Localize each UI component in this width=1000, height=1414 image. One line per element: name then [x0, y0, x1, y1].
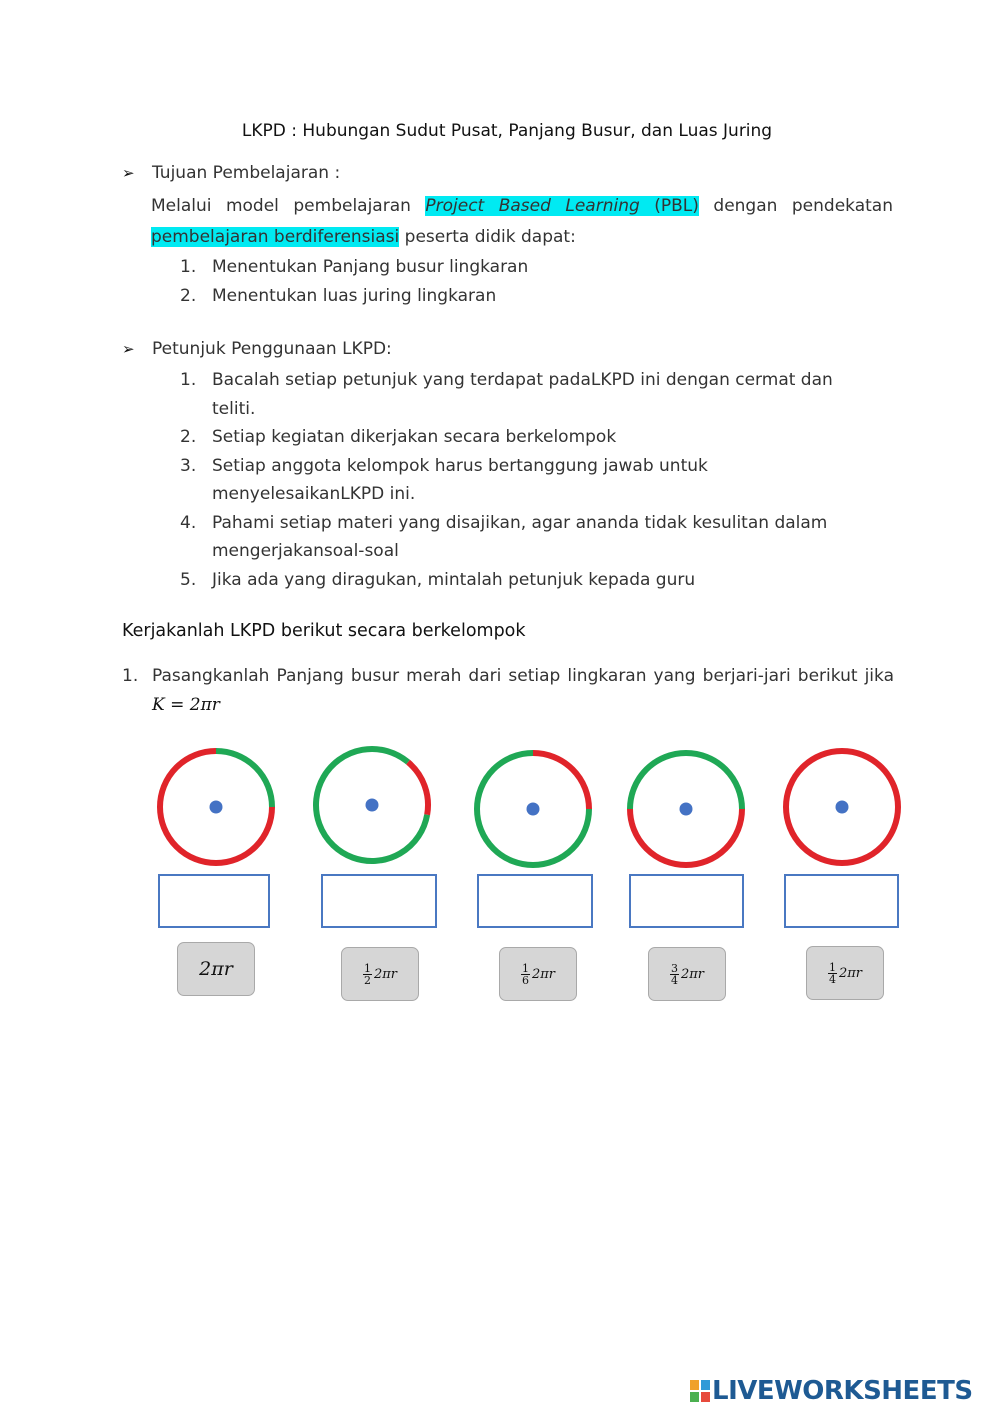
drag-tile-5[interactable]: [806, 946, 884, 1000]
center-dot: [210, 801, 223, 814]
logo-blocks-icon: [690, 1378, 712, 1404]
item-number: 3.: [180, 455, 197, 476]
list-item: [180, 282, 880, 311]
list-item: [180, 423, 880, 452]
item-number: 5.: [180, 569, 197, 590]
green-arc: [630, 753, 742, 809]
item-number: 4.: [180, 512, 197, 533]
answer-drop-box-2[interactable]: [321, 874, 437, 928]
fraction-denominator: 2: [363, 973, 371, 987]
fraction-numerator: 1: [828, 960, 836, 974]
drag-tile-2[interactable]: [341, 947, 419, 1001]
intro-highlight-pbl-abbr: (PBL): [639, 196, 699, 216]
green-arc: [216, 751, 272, 807]
intro-highlight-pbl: Project Based Learning: [425, 196, 640, 216]
arrow-bullet-icon: ➢: [122, 164, 135, 182]
list-item: [180, 566, 880, 595]
item-text: Bacalah setiap petunjuk yang terdapat padaLKPD ini dengan cermat dan teliti.: [212, 370, 833, 419]
fraction-numerator: 1: [363, 961, 371, 975]
circle-5: [781, 746, 903, 868]
logo-text: LIVEWORKSHEETS: [712, 1376, 973, 1406]
question-number: 1.: [122, 666, 139, 686]
page-title: LKPD : Hubungan Sudut Pusat, Panjang Busur, dan Luas Juring: [241, 121, 773, 141]
petunjuk-heading: Petunjuk Penggunaan LKPD:: [152, 339, 392, 359]
circle-3: [472, 748, 594, 870]
item-number: 2.: [180, 285, 197, 306]
liveworksheets-logo: [690, 1376, 973, 1406]
item-text: Jika ada yang diragukan, mintalah petunjuk kepada guru: [212, 569, 696, 590]
fraction-denominator: 4: [670, 973, 678, 987]
tujuan-list: [180, 253, 880, 310]
circle-4: [625, 748, 747, 870]
center-dot: [680, 803, 693, 816]
red-arc: [533, 753, 589, 809]
item-number: 1.: [180, 370, 197, 390]
tile-label: 2πr: [373, 966, 398, 982]
question-formula: K = 2πr: [152, 695, 220, 715]
intro-text-1: Melalui model pembelajaran: [151, 196, 411, 216]
list-item: [180, 452, 880, 509]
tile-label: 2πr: [531, 966, 556, 982]
circle-1: [155, 746, 277, 868]
item-number: 2.: [180, 427, 197, 447]
list-item: [180, 509, 880, 566]
fraction-denominator: 4: [828, 972, 836, 986]
tujuan-heading-row: [122, 163, 340, 183]
petunjuk-list: [180, 366, 880, 594]
answer-drop-box-3[interactable]: [477, 874, 593, 928]
center-dot: [836, 801, 849, 814]
fraction-numerator: 1: [521, 961, 529, 975]
tujuan-heading: Tujuan Pembelajaran :: [152, 163, 341, 183]
intro-highlight-diferensiasi: pembelajaran berdiferensiasi: [151, 227, 400, 247]
tile-label: 2πr: [838, 965, 863, 981]
answer-drop-box-4[interactable]: [629, 874, 744, 928]
question-text-body: Pasangkanlah Panjang busur merah dari setiap lingkaran yang berjari-jari berikut jika: [152, 666, 894, 686]
item-text: Setiap anggota kelompok harus bertanggung jawab untuk menyelesaikanLKPD ini.: [212, 455, 708, 504]
tile-fraction: [521, 963, 530, 986]
tile-fraction: [363, 963, 372, 986]
center-dot: [366, 799, 379, 812]
center-dot: [527, 803, 540, 816]
drag-tile-3[interactable]: [499, 947, 577, 1001]
red-arc: [408, 762, 428, 815]
red-arc: [630, 809, 742, 865]
question-text: [152, 662, 894, 720]
tujuan-intro: [151, 191, 893, 253]
petunjuk-heading-row: [122, 339, 392, 359]
tile-label: 2πr: [680, 966, 705, 982]
item-text: Menentukan luas juring lingkaran: [212, 285, 497, 306]
question-1: [122, 662, 894, 720]
intro-text-3: peserta didik dapat:: [399, 227, 576, 247]
tile-label: 2πr: [199, 958, 233, 980]
item-text: Menentukan Panjang busur lingkaran: [212, 257, 529, 277]
drag-tile-1[interactable]: [177, 942, 255, 996]
answer-drop-box-1[interactable]: [158, 874, 270, 928]
item-number: 1.: [180, 257, 197, 277]
fraction-denominator: 6: [521, 973, 529, 987]
list-item: [180, 366, 880, 423]
circle-2: [311, 744, 433, 866]
answer-drop-box-5[interactable]: [784, 874, 899, 928]
list-item: [180, 253, 880, 282]
fraction-numerator: 3: [670, 961, 678, 975]
intro-text-2: dengan pendekatan: [698, 196, 893, 216]
tile-fraction: [670, 963, 679, 986]
tile-fraction: [828, 962, 837, 985]
item-text: Pahami setiap materi yang disajikan, agar ananda tidak kesulitan dalam mengerjakansoal-soal: [212, 512, 828, 561]
drag-tile-4[interactable]: [648, 947, 726, 1001]
arrow-bullet-icon: ➢: [122, 340, 135, 358]
section-heading: Kerjakanlah LKPD berikut secara berkelompok: [122, 621, 526, 641]
item-text: Setiap kegiatan dikerjakan secara berkelompok: [212, 427, 617, 447]
